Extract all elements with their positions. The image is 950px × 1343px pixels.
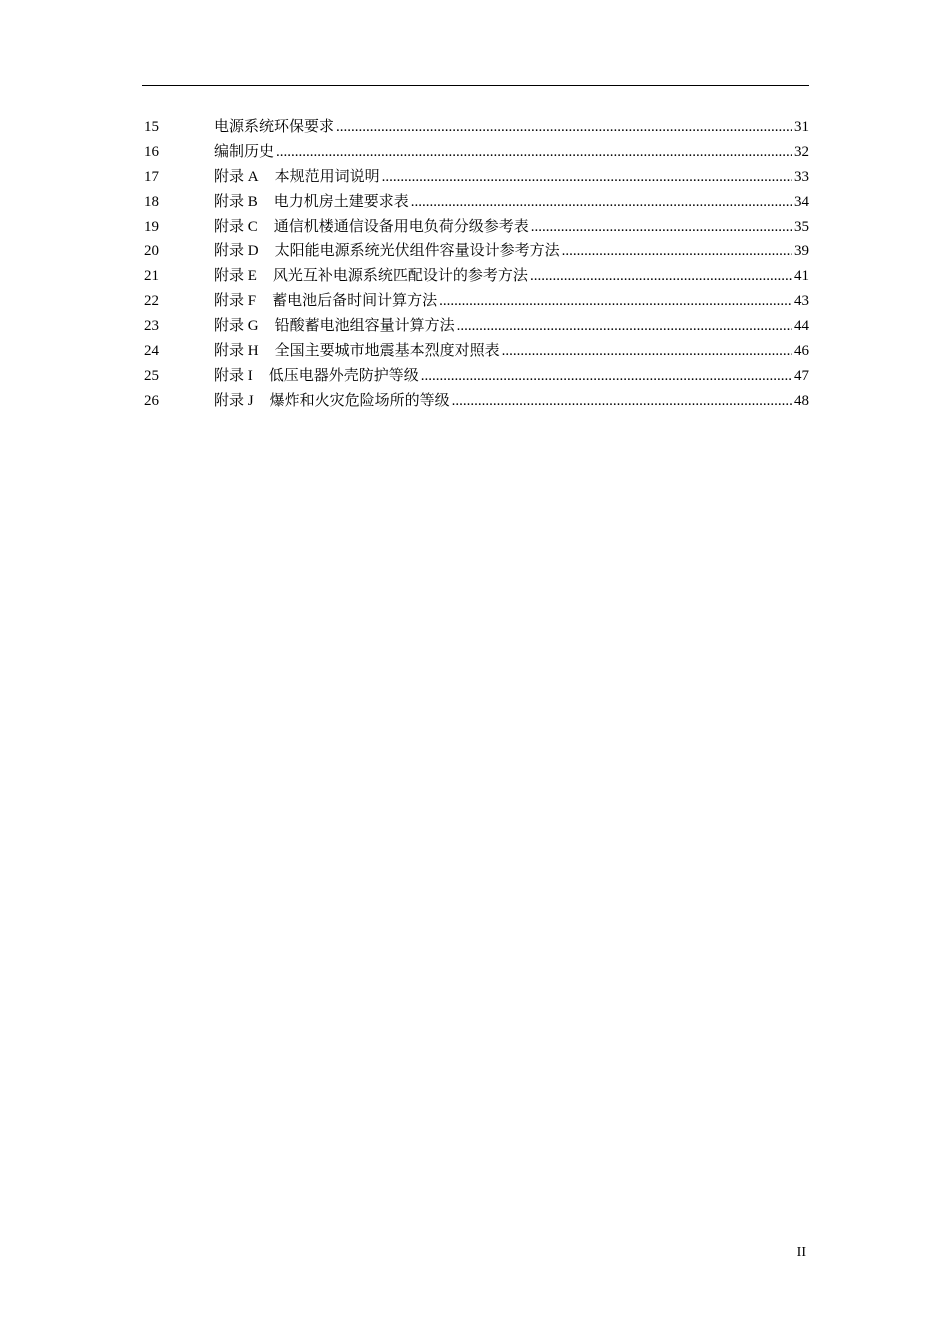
toc-entry-19[interactable] (142, 215, 809, 240)
toc-dot-leader (421, 364, 792, 389)
toc-entry-26[interactable] (142, 389, 809, 414)
toc-appendix-label: 附录 H (214, 343, 259, 360)
toc-dot-leader (452, 389, 792, 414)
toc-entry-title: 电力机房土建要求表 (273, 193, 409, 210)
toc-appendix-label: 附录 A (214, 168, 259, 185)
toc-dot-leader (439, 289, 792, 314)
toc-appendix-label: 附录 I (214, 367, 253, 384)
toc-entry-title: 太阳能电源系统光伏组件容量设计参考方法 (274, 243, 560, 260)
toc-entry-title: 风光互补电源系统匹配设计的参考方法 (272, 268, 528, 285)
toc-entry-24[interactable] (142, 339, 809, 364)
toc-entry-page: 34 (794, 193, 809, 210)
toc-dot-leader (562, 239, 792, 264)
toc-entry-page: 31 (794, 119, 809, 135)
toc-entry-page: 43 (794, 293, 809, 310)
toc-dot-leader (457, 314, 792, 339)
toc-entry-22[interactable] (142, 289, 809, 314)
toc-entry-page: 41 (794, 268, 809, 285)
toc-appendix-label: 附录 D (214, 243, 259, 260)
toc-entry-number: 15 (144, 119, 159, 135)
toc-entry-page: 35 (794, 218, 809, 235)
toc-entry-title: 爆炸和火灾危险场所的等级 (269, 392, 450, 409)
toc-dot-leader (382, 165, 792, 190)
toc-dot-leader (531, 215, 792, 240)
toc-dot-leader (530, 264, 792, 289)
toc-entry-15[interactable] (142, 115, 809, 140)
toc-entry-page: 39 (794, 243, 809, 260)
toc-entry-18[interactable] (142, 190, 809, 215)
toc-entry-25[interactable] (142, 364, 809, 389)
toc-entry-page: 46 (794, 343, 809, 360)
toc-entry-16[interactable] (142, 140, 809, 165)
toc-entry-title: 本规范用词说明 (274, 168, 380, 185)
toc-entry-title: 电源系统环保要求 (214, 119, 335, 135)
toc-entry-page: 32 (794, 143, 809, 160)
toc-entry-20[interactable] (142, 239, 809, 264)
toc-entry-number: 22 (144, 293, 159, 310)
table-of-contents (142, 115, 809, 414)
toc-appendix-label: 附录 F (214, 293, 257, 310)
toc-appendix-label: 附录 C (214, 218, 258, 235)
toc-entry-number: 21 (144, 268, 159, 285)
page-number: II (796, 1245, 806, 1260)
toc-entry-title: 铅酸蓄电池组容量计算方法 (274, 318, 455, 335)
toc-dot-leader (411, 190, 792, 215)
toc-entry-page: 47 (794, 367, 809, 384)
toc-entry-17[interactable] (142, 165, 809, 190)
toc-entry-number: 19 (144, 218, 159, 235)
toc-entry-number: 26 (144, 392, 159, 409)
toc-entry-title: 低压电器外壳防护等级 (268, 367, 419, 384)
toc-entry-page: 48 (794, 392, 809, 409)
toc-entry-number: 23 (144, 318, 159, 335)
toc-entry-number: 17 (144, 168, 159, 185)
toc-entry-title: 编制历史 (214, 143, 275, 160)
toc-appendix-label: 附录 J (214, 392, 254, 409)
toc-appendix-label: 附录 B (214, 193, 258, 210)
toc-appendix-label: 附录 E (214, 268, 257, 285)
toc-entry-number: 25 (144, 367, 159, 384)
toc-entry-title: 通信机楼通信设备用电负荷分级参考表 (273, 218, 529, 235)
header-rule (142, 85, 809, 86)
toc-entry-page: 33 (794, 168, 809, 185)
toc-entry-page: 44 (794, 318, 809, 335)
toc-entry-number: 18 (144, 193, 159, 210)
toc-entry-number: 24 (144, 343, 159, 360)
toc-entry-21[interactable] (142, 264, 809, 289)
toc-entry-title: 全国主要城市地震基本烈度对照表 (274, 343, 500, 360)
toc-appendix-label: 附录 G (214, 318, 259, 335)
toc-dot-leader (276, 140, 792, 165)
toc-entry-number: 20 (144, 243, 159, 260)
toc-entry-title: 蓄电池后备时间计算方法 (272, 293, 438, 310)
toc-entry-number: 16 (144, 143, 159, 160)
toc-dot-leader (336, 115, 792, 140)
toc-dot-leader (502, 339, 792, 364)
toc-entry-23[interactable] (142, 314, 809, 339)
